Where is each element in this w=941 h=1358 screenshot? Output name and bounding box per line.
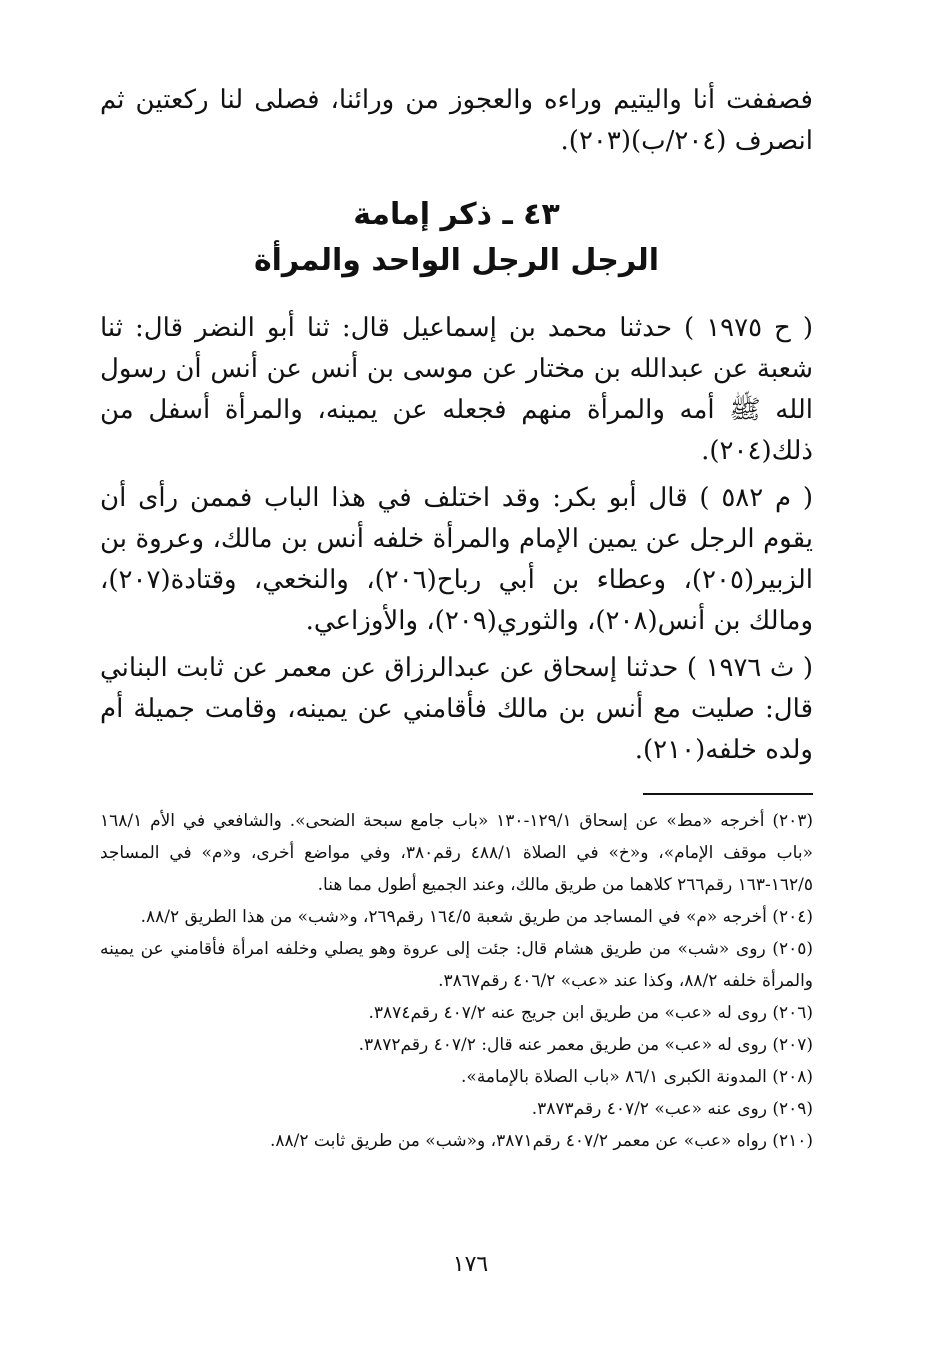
section-heading-line-2: الرجل الرجل الواحد والمرأة bbox=[253, 243, 660, 278]
footnote: (٢٠٦) روى له «عب» من طريق ابن جريج عنه ٤٠٧/٢ رقم٣٨٧٤. bbox=[368, 1003, 813, 1023]
section-heading bbox=[100, 192, 813, 284]
footnotes bbox=[100, 805, 813, 1157]
footnote: (٢١٠) رواه «عب» عن معمر ٤٠٧/٢ رقم٣٨٧١، و«شب» من طريق ثابت ٨٨/٢. bbox=[269, 1131, 813, 1151]
footnote: (٢٠٩) روى عنه «عب» ٤٠٧/٢ رقم٣٨٧٣. bbox=[531, 1099, 813, 1119]
footnote: (٢٠٣) أخرجه «مط» عن إسحاق ١٢٩/١-١٣٠ «باب جامع سبحة الضحى». والشافعي في الأم ١٦٨/١ «باب موقف الإمام»، و«خ» في الصلاة ٤٨٨/١ رقم٣٨٠، وفي مواضع أخرى، و«م» في المساجد ١٦٢/٥-١٦٣ رقم٢٦٦ كلاهما من طريق مالك، وعند الجميع أطول مما هنا. bbox=[100, 811, 814, 895]
main-text bbox=[100, 308, 813, 771]
footnote: (٢٠٨) المدونة الكبرى ٨٦/١ «باب الصلاة بالإمامة». bbox=[461, 1067, 813, 1087]
page-number: ١٧٦ bbox=[452, 1252, 489, 1277]
footnote: (٢٠٥) روى «شب» من طريق هشام قال: جئت إلى عروة وهو يصلي وخلفه امرأة فأقامني عن يمينه والمرأة خلفه ٨٨/٢، وكذا عند «عب» ٤٠٦/٢ رقم٣٨٦٧. bbox=[100, 939, 813, 991]
footnote: (٢٠٧) روى له «عب» من طريق معمر عنه قال: ٤٠٧/٢ رقم٣٨٧٢. bbox=[358, 1035, 813, 1055]
section-heading-line-1: ٤٣ ـ ذكر إمامة bbox=[353, 197, 560, 232]
paragraph: ( ح ١٩٧٥ ) حدثنا محمد بن إسماعيل قال: ثنا أبو النضر قال: ثنا شعبة عن عبدالله بن مختار عن موسى بن أنس عن أنس أن رسول الله ﷺ أمه والمرأة منهم فجعله عن يمينه، والمرأة أسفل من ذلك(٢٠٤). bbox=[100, 313, 813, 466]
footnote: (٢٠٤) أخرجه «م» في المساجد من طريق شعبة ١٦٤/٥ رقم٢٦٩، و«شب» من هذا الطريق ٨٨/٢. bbox=[140, 907, 813, 927]
paragraph: ( ث ١٩٧٦ ) حدثنا إسحاق عن عبدالرزاق عن معمر عن ثابت البناني قال: صليت مع أنس بن مالك فأقامني عن يمينه، وقامت جميلة أم ولده خلفه(٢١٠). bbox=[100, 653, 813, 765]
paragraph: ( م ٥٨٢ ) قال أبو بكر: وقد اختلف في هذا الباب فممن رأى أن يقوم الرجل عن يمين الإمام والمرأة خلفه أنس بن مالك، وعروة بن الزبير(٢٠٥)، وعطاء بن أبي رباح(٢٠٦)، والنخعي، وقتادة(٢٠٧)، ومالك بن أنس(٢٠٨)، والثوري(٢٠٩)، والأوزاعي. bbox=[100, 483, 813, 636]
footnote-divider bbox=[643, 793, 813, 795]
intro-text: فصففت أنا واليتيم وراءه والعجوز من ورائنا، فصلى لنا ركعتين ثم انصرف (٢٠٤/ب)(٢٠٣). bbox=[100, 85, 813, 156]
